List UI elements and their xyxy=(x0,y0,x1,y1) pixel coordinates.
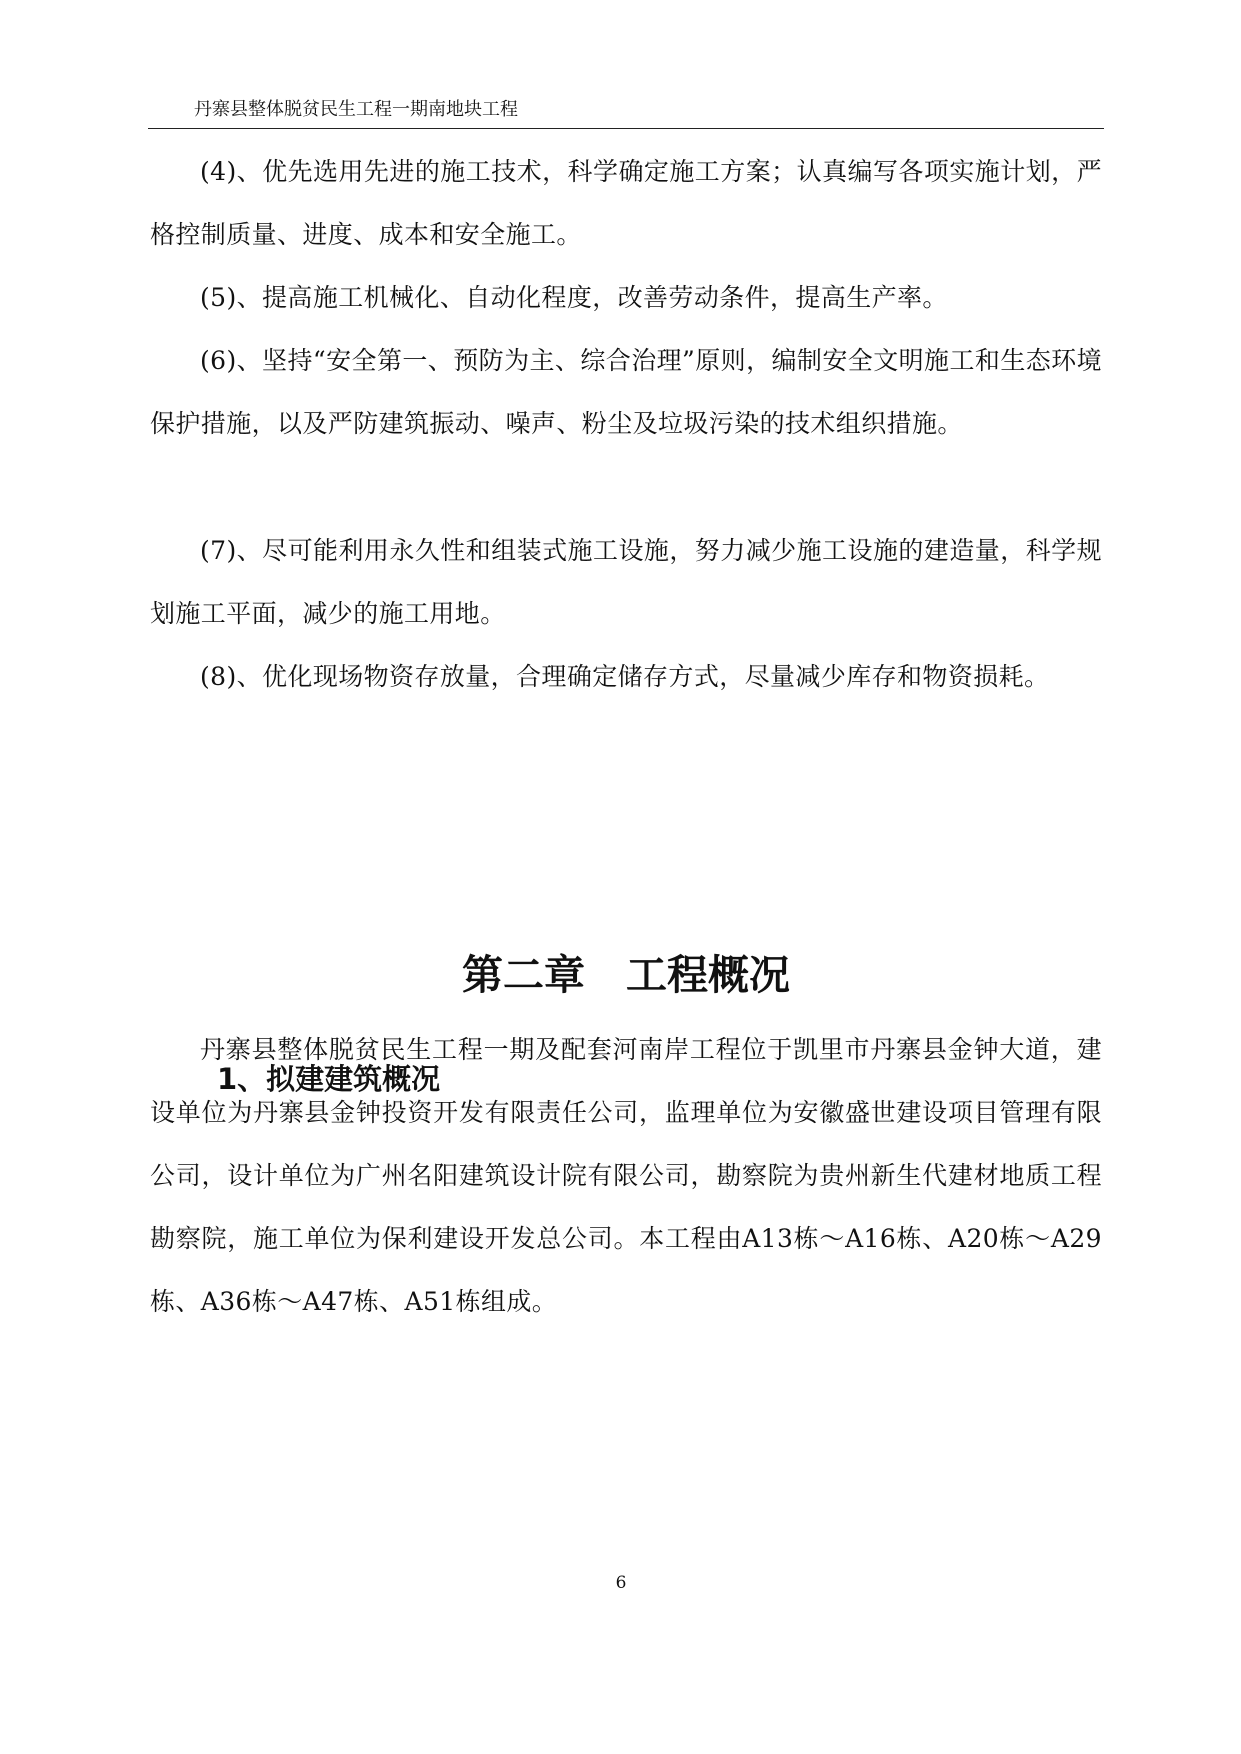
paragraph-item-6: (6)、坚持“安全第一、预防为主、综合治理”原则，编制安全文明施工和生态环境保护措施，以及严防建筑振动、噪声、粉尘及垃圾污染的技术组织措施。 xyxy=(150,346,1102,438)
overview-paragraph: 丹寨县整体脱贫民生工程一期及配套河南岸工程位于凯里市丹寨县金钟大道，建设单位为丹寨县金钟投资开发有限责任公司，监理单位为安徽盛世建设项目管理有限公司，设计单位为广州名阳建筑设计院有限公司，勘察院为贵州新生代建材地质工程勘察院，施工单位为保利建设开发总公司。本工程由A13栋～A16栋、A20栋～A29栋、A36栋～A47栋、A51栋组成。 xyxy=(150,1035,1102,1316)
section-title: 1、拟建建筑概况 xyxy=(217,1062,441,1096)
paragraph-item-7: (7)、尽可能利用永久性和组装式施工设施，努力减少施工设施的建造量，科学规划施工平面，减少的施工用地。 xyxy=(150,536,1102,628)
paragraph-item-4: (4)、优先选用先进的施工技术，科学确定施工方案；认真编写各项实施计划，严格控制质量、进度、成本和安全施工。 xyxy=(150,157,1102,249)
page-header xyxy=(148,98,1104,130)
page-number: 6 xyxy=(615,1573,627,1593)
chapter-title: 第二章 工程概况 xyxy=(462,951,790,999)
paragraph-item-8: (8)、优化现场物资存放量，合理确定储存方式，尽量减少库存和物资损耗。 xyxy=(200,662,1050,691)
header-divider xyxy=(148,128,1104,129)
paragraph-item-5: (5)、提高施工机械化、自动化程度，改善劳动条件，提高生产率。 xyxy=(200,283,948,312)
header-title: 丹寨县整体脱贫民生工程一期南地块工程 xyxy=(194,99,518,120)
